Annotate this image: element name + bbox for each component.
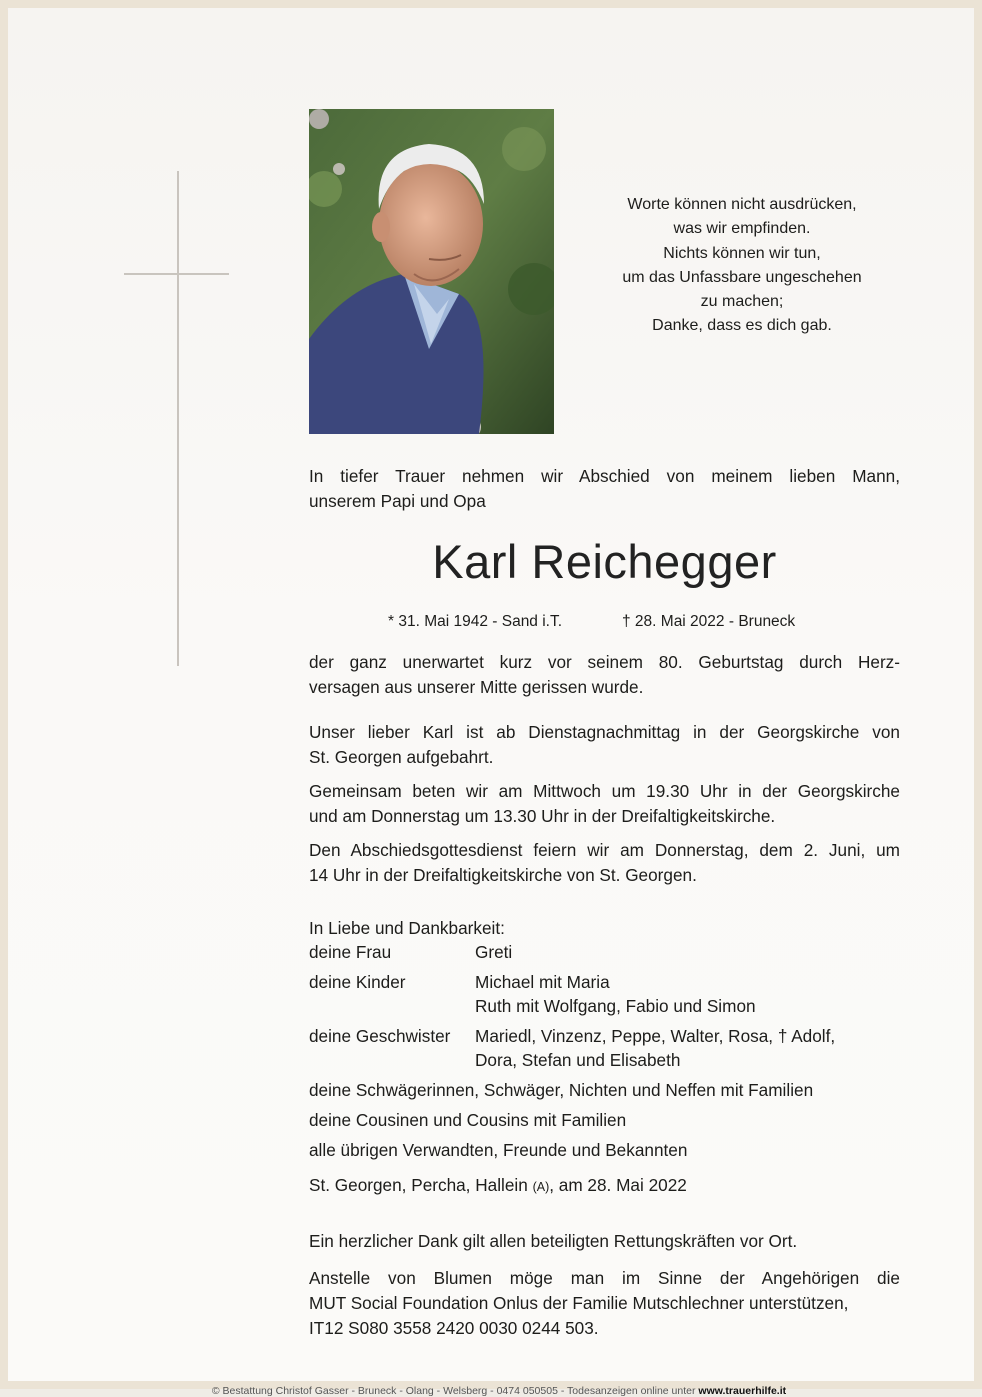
place-date-line — [309, 1173, 687, 1200]
card-content — [16, 16, 982, 1397]
paragraph-death-line-1: der ganz unerwartet kurz vor seinem 80. Geburtstag durch Herz- — [309, 652, 900, 672]
birth-date: * 31. Mai 1942 - Sand i.T. — [388, 613, 563, 630]
poem-line: zu machen; — [700, 293, 784, 311]
paragraph-prayer-line-2: und am Donnerstag um 13.30 Uhr in der Dreifaltigkeitskirche. — [309, 806, 776, 826]
siblings-line-1: Mariedl, Vinzenz, Peppe, Walter, Rosa, † Adolf, — [475, 1026, 836, 1046]
cousins-line: deine Cousinen und Cousins mit Familien — [309, 1110, 627, 1130]
footer — [16, 1385, 982, 1397]
wife-name: Greti — [475, 942, 513, 962]
date-text: , am 28. Mai 2022 — [549, 1175, 687, 1195]
poem-line: um das Unfassbare ungeschehen — [622, 268, 862, 286]
footer-link[interactable]: www.trauerhilfe.it — [698, 1385, 787, 1397]
paragraph-death-line-2: versagen aus unserer Mitte gerissen wurde. — [309, 677, 644, 697]
poem-line: Danke, dass es dich gab. — [652, 317, 832, 335]
footer-text: © Bestattung Christof Gasser - Bruneck - Olang - Welsberg - 0474 050505 - Todesanzeigen online unter — [211, 1385, 699, 1397]
inlaws-line: deine Schwägerinnen, Schwäger, Nichten und Neffen mit Familien — [309, 1080, 814, 1100]
poem-line: was wir empfinden. — [673, 220, 811, 238]
relatives-line: alle übrigen Verwandten, Freunde und Bekannten — [309, 1140, 688, 1160]
cross-vertical-bar — [177, 171, 179, 666]
place-names: St. Georgen, Percha, Hallein — [309, 1175, 528, 1195]
donation-line-1: Anstelle von Blumen möge man im Sinne der Angehörigen die — [309, 1268, 900, 1288]
deceased-name: Karl Reichegger — [432, 535, 777, 588]
siblings-line-2: Dora, Stefan und Elisabeth — [475, 1050, 681, 1070]
children-line-1: Michael mit Maria — [475, 972, 610, 992]
donation-line-3: IT12 S080 3558 2420 0030 0244 503. — [309, 1318, 599, 1338]
portrait-photo — [309, 109, 554, 434]
country-code: (A) — [532, 1180, 550, 1194]
paragraph-funeral-line-1: Den Abschiedsgottesdienst feiern wir am Donnerstag, dem 2. Juni, um — [309, 840, 900, 860]
donation-line-2: MUT Social Foundation Onlus der Familie Mutschlechner unterstützen, — [309, 1293, 849, 1313]
children-label: deine Kinder — [309, 972, 406, 992]
portrait-illustration — [309, 109, 554, 434]
paragraph-viewing-line-2: St. Georgen aufgebahrt. — [309, 747, 494, 767]
poem-line: Nichts können wir tun, — [663, 244, 821, 262]
siblings-label: deine Geschwister — [309, 1026, 451, 1046]
wife-label: deine Frau — [309, 942, 392, 962]
paragraph-viewing-line-1: Unser lieber Karl ist ab Dienstagnachmittag in der Georgskirche von — [309, 722, 900, 742]
paragraph-funeral-line-2: 14 Uhr in der Dreifaltigkeitskirche von St. Georgen. — [309, 865, 697, 885]
mourners-heading: In Liebe und Dankbarkeit: — [309, 918, 505, 938]
children-line-2: Ruth mit Wolfgang, Fabio und Simon — [475, 996, 756, 1016]
poem-line: Worte können nicht ausdrücken, — [627, 196, 857, 213]
thanks-line: Ein herzlicher Dank gilt allen beteiligten Rettungskräften vor Ort. — [309, 1231, 798, 1251]
intro-line-2: unserem Papi und Opa — [309, 491, 486, 511]
poem — [594, 193, 890, 339]
death-date: † 28. Mai 2022 - Bruneck — [622, 613, 796, 630]
paragraph-prayer-line-1: Gemeinsam beten wir am Mittwoch um 19.30 Uhr in der Georgskirche — [309, 781, 900, 801]
intro-line-1: In tiefer Trauer nehmen wir Abschied von meinem lieben Mann, — [309, 466, 900, 486]
cross-horizontal-bar — [124, 273, 229, 275]
